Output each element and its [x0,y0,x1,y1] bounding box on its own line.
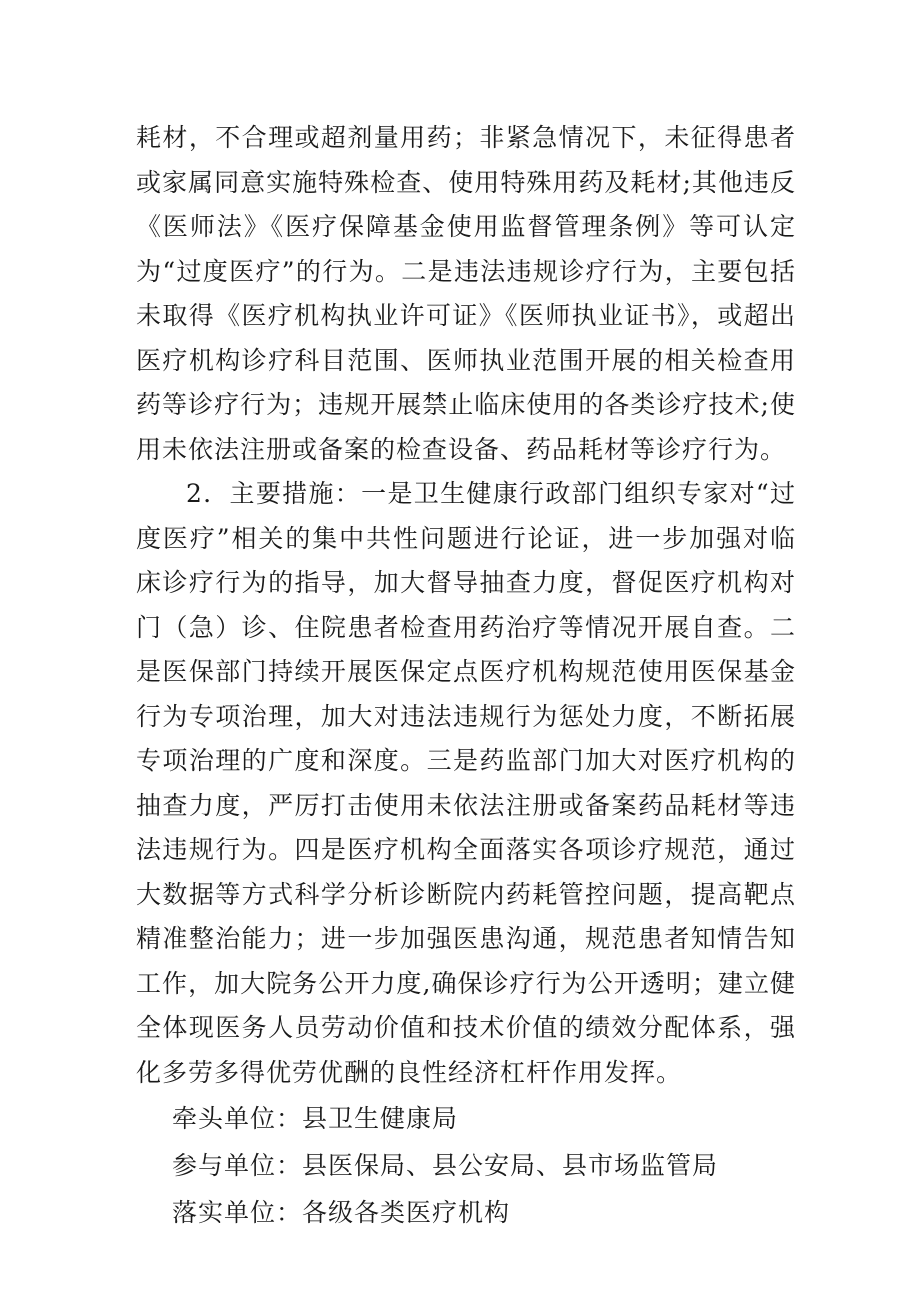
document-body [136,116,796,1236]
participating-units: 参与单位：县医保局、县公安局、县市场监管局 [172,1151,719,1180]
lead-unit: 牵头单位：县卫生健康局 [172,1104,459,1133]
paragraph-continued: 耗材，不合理或超剂量用药；非紧急情况下，未征得患者或家属同意实施特殊检查、使用特殊用药及耗材;其他违反《医师法》《医疗保障基金使用监督管理条例》等可认定为“过度医疗”的行为。二是违法违规诊疗行为，主要包括未取得《医疗机构执业许可证》《医师执业证书》，或超出医疗机构诊疗科目范围、医师执业范围开展的相关检查用药等诊疗行为；违规开展禁止临床使用的各类诊疗技术;使用未依法注册或备案的检查设备、药品耗材等诊疗行为。 [136,123,796,464]
paragraph-main-measures: 2．主要措施：一是卫生健康行政部门组织专家对“过度医疗”相关的集中共性问题进行论证，进一步加强对临床诊疗行为的指导，加大督导抽查力度，督促医疗机构对门（急）诊、住院患者检查用药治疗等情况开展自查。二是医保部门持续开展医保定点医疗机构规范使用医保基金行为专项治理，加大对违法违规行为惩处力度，不断拓展专项治理的广度和深度。三是药监部门加大对医疗机构的抽查力度，严厉打击使用未依法注册或备案药品耗材等违法违规行为。四是医疗机构全面落实各项诊疗规范，通过大数据等方式科学分析诊断院内药耗管控问题，提高靶点精准整治能力；进一步加强医患沟通，规范患者知情告知工作，加大院务公开力度,确保诊疗行为公开透明；建立健全体现医务人员劳动价值和技术价值的绩效分配体系，强化多劳多得优劳优酬的良性经济杠杆作用发挥。 [136,479,796,1087]
implementing-units: 落实单位：各级各类医疗机构 [172,1198,511,1227]
